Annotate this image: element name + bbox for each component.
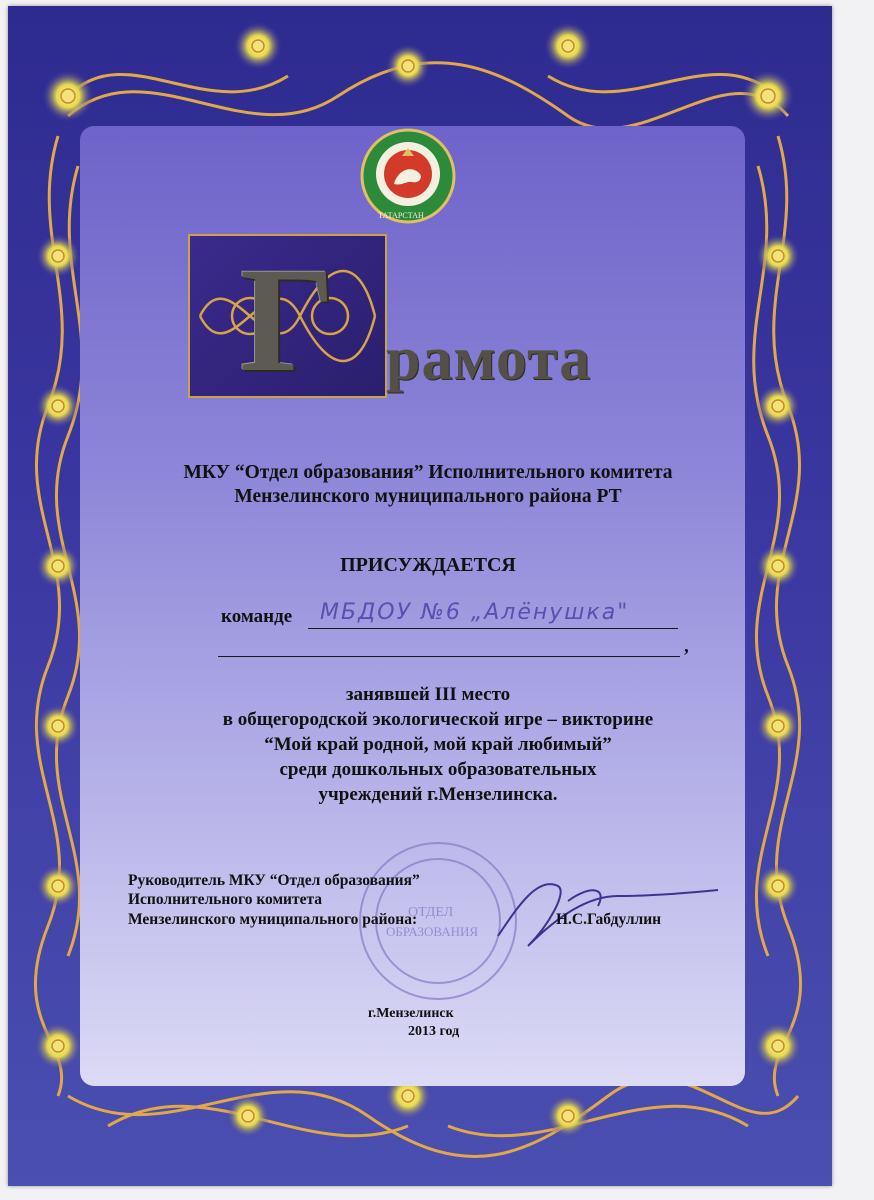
title-initial-box [188,234,387,403]
institutions-line: учреждений г.Мензелинска. [318,784,558,805]
certificate [8,6,832,1186]
team-handwritten-name: МБДОУ №6 „Алёнушка" [320,600,630,625]
contest-line: в общегородской экологической игре – викторине [222,709,654,730]
among-line: среди дошкольных образовательных [279,759,597,780]
awarded-heading: ПРИСУЖДАЕТСЯ [340,554,516,576]
svg-text:ОБРАЗОВАНИЯ: ОБРАЗОВАНИЯ [386,924,479,939]
certificate-title: рамота [386,325,592,393]
team-underline-2 [218,656,680,657]
city-line: г.Мензелинск [368,1006,454,1021]
signature-line-2: Исполнительного комитета [128,891,323,908]
signature-line-3: Мензелинского муниципального района: [128,911,418,928]
year-line: 2013 год [408,1024,460,1039]
signer-name: Н.С.Габдуллин [556,911,662,928]
place-line: занявшей III место [345,684,511,705]
team-label: команде [221,606,293,627]
signature-line-1: Руководитель МКУ “Отдел образования” [128,872,420,889]
contest-name-line: “Мой край родной, мой край любимый” [264,734,612,755]
emblem-caption: ТАТАРСТАН [378,211,424,220]
svg-text:ОТДЕЛ: ОТДЕЛ [408,905,454,920]
title-initial-letter: Г [239,237,336,403]
organization-line-2: Мензелинского муниципального района РТ [234,486,622,507]
organization-line-1: МКУ “Отдел образования” Исполнительного комитета [183,462,673,483]
team-comma: , [684,636,689,657]
team-underline [308,628,678,629]
